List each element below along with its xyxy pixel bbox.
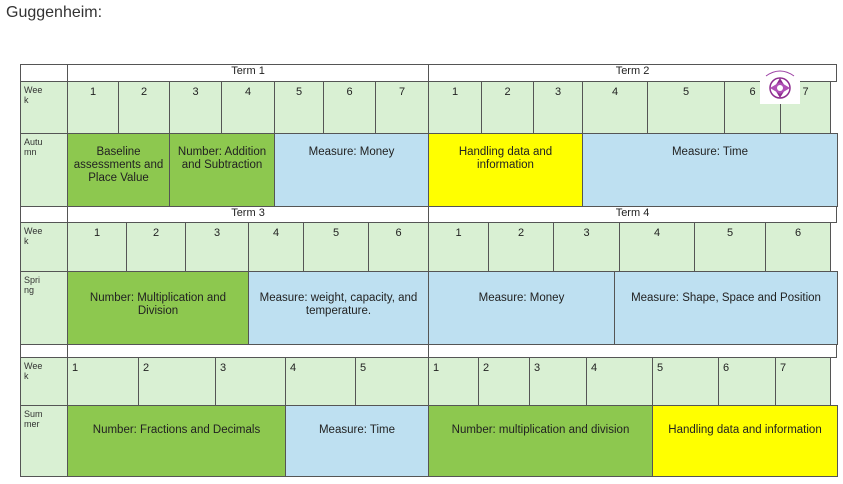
topic-block: Number: multiplication and division xyxy=(428,405,653,477)
page-heading: Guggenheim: xyxy=(6,4,103,21)
term-2-header: Term 2 xyxy=(428,64,837,82)
topic-block: Handling data and information xyxy=(428,133,583,207)
week-number: 6 xyxy=(368,222,429,272)
topic-block: Measure: Money xyxy=(428,271,615,345)
week-number: 4 xyxy=(285,357,356,406)
week-number: 3 xyxy=(529,357,587,406)
topic-block: Number: Fractions and Decimals xyxy=(67,405,286,477)
week-number: 4 xyxy=(619,222,695,272)
term-4-header: Term 4 xyxy=(428,206,837,223)
week-number: 1 xyxy=(67,222,127,272)
week-number: 7 xyxy=(780,81,831,134)
term-1-header: Term 1 xyxy=(67,64,429,82)
week-number: 5 xyxy=(647,81,725,134)
topic-block: Measure: Time xyxy=(582,133,838,207)
week-number: 4 xyxy=(582,81,648,134)
term-header-blank xyxy=(20,344,68,358)
week-label: Wee k xyxy=(20,357,68,406)
topic-block: Measure: Time xyxy=(285,405,429,477)
topic-block: Measure: Shape, Space and Position xyxy=(614,271,838,345)
week-number: 6 xyxy=(323,81,376,134)
week-number: 5 xyxy=(694,222,766,272)
week-number: 3 xyxy=(169,81,222,134)
topic-block: Baseline assessments and Place Value xyxy=(67,133,170,207)
week-number: 1 xyxy=(428,222,489,272)
week-number: 2 xyxy=(478,357,530,406)
topic-block: Number: Multiplication and Division xyxy=(67,271,249,345)
week-number: 2 xyxy=(488,222,554,272)
week-number: 3 xyxy=(553,222,620,272)
week-number: 4 xyxy=(221,81,275,134)
week-number: 5 xyxy=(652,357,719,406)
week-number: 2 xyxy=(126,222,186,272)
spring-label: Spri ng xyxy=(20,271,68,345)
week-number: 3 xyxy=(215,357,286,406)
week-number: 5 xyxy=(303,222,369,272)
term-5-header xyxy=(67,344,429,358)
term-header-blank xyxy=(20,64,68,82)
topic-block: Measure: Money xyxy=(274,133,429,207)
week-number: 5 xyxy=(274,81,324,134)
week-number: 6 xyxy=(724,81,781,134)
week-number: 1 xyxy=(67,357,139,406)
term-3-header: Term 3 xyxy=(67,206,429,223)
week-number: 3 xyxy=(185,222,249,272)
week-number: 5 xyxy=(355,357,429,406)
week-number: 1 xyxy=(428,81,482,134)
autumn-label: Autu mn xyxy=(20,133,68,207)
term-header-blank xyxy=(20,206,68,223)
week-number: 4 xyxy=(586,357,653,406)
week-number: 7 xyxy=(375,81,429,134)
topic-block: Handling data and information xyxy=(652,405,838,477)
week-number: 1 xyxy=(428,357,479,406)
week-label: Wee k xyxy=(20,222,68,272)
week-number: 4 xyxy=(248,222,304,272)
week-label: Wee k xyxy=(20,81,68,134)
week-number: 1 xyxy=(67,81,119,134)
term-6-header xyxy=(428,344,837,358)
week-number: 6 xyxy=(718,357,776,406)
topic-block: Measure: weight, capacity, and temperature. xyxy=(248,271,429,345)
week-number: 6 xyxy=(765,222,831,272)
topic-block: Number: Addition and Subtraction xyxy=(169,133,275,207)
week-number: 7 xyxy=(775,357,831,406)
week-number: 2 xyxy=(138,357,216,406)
school-logo-icon xyxy=(760,66,800,104)
week-number: 2 xyxy=(118,81,170,134)
week-number: 3 xyxy=(533,81,583,134)
summer-label: Sum mer xyxy=(20,405,68,477)
week-number: 2 xyxy=(481,81,534,134)
